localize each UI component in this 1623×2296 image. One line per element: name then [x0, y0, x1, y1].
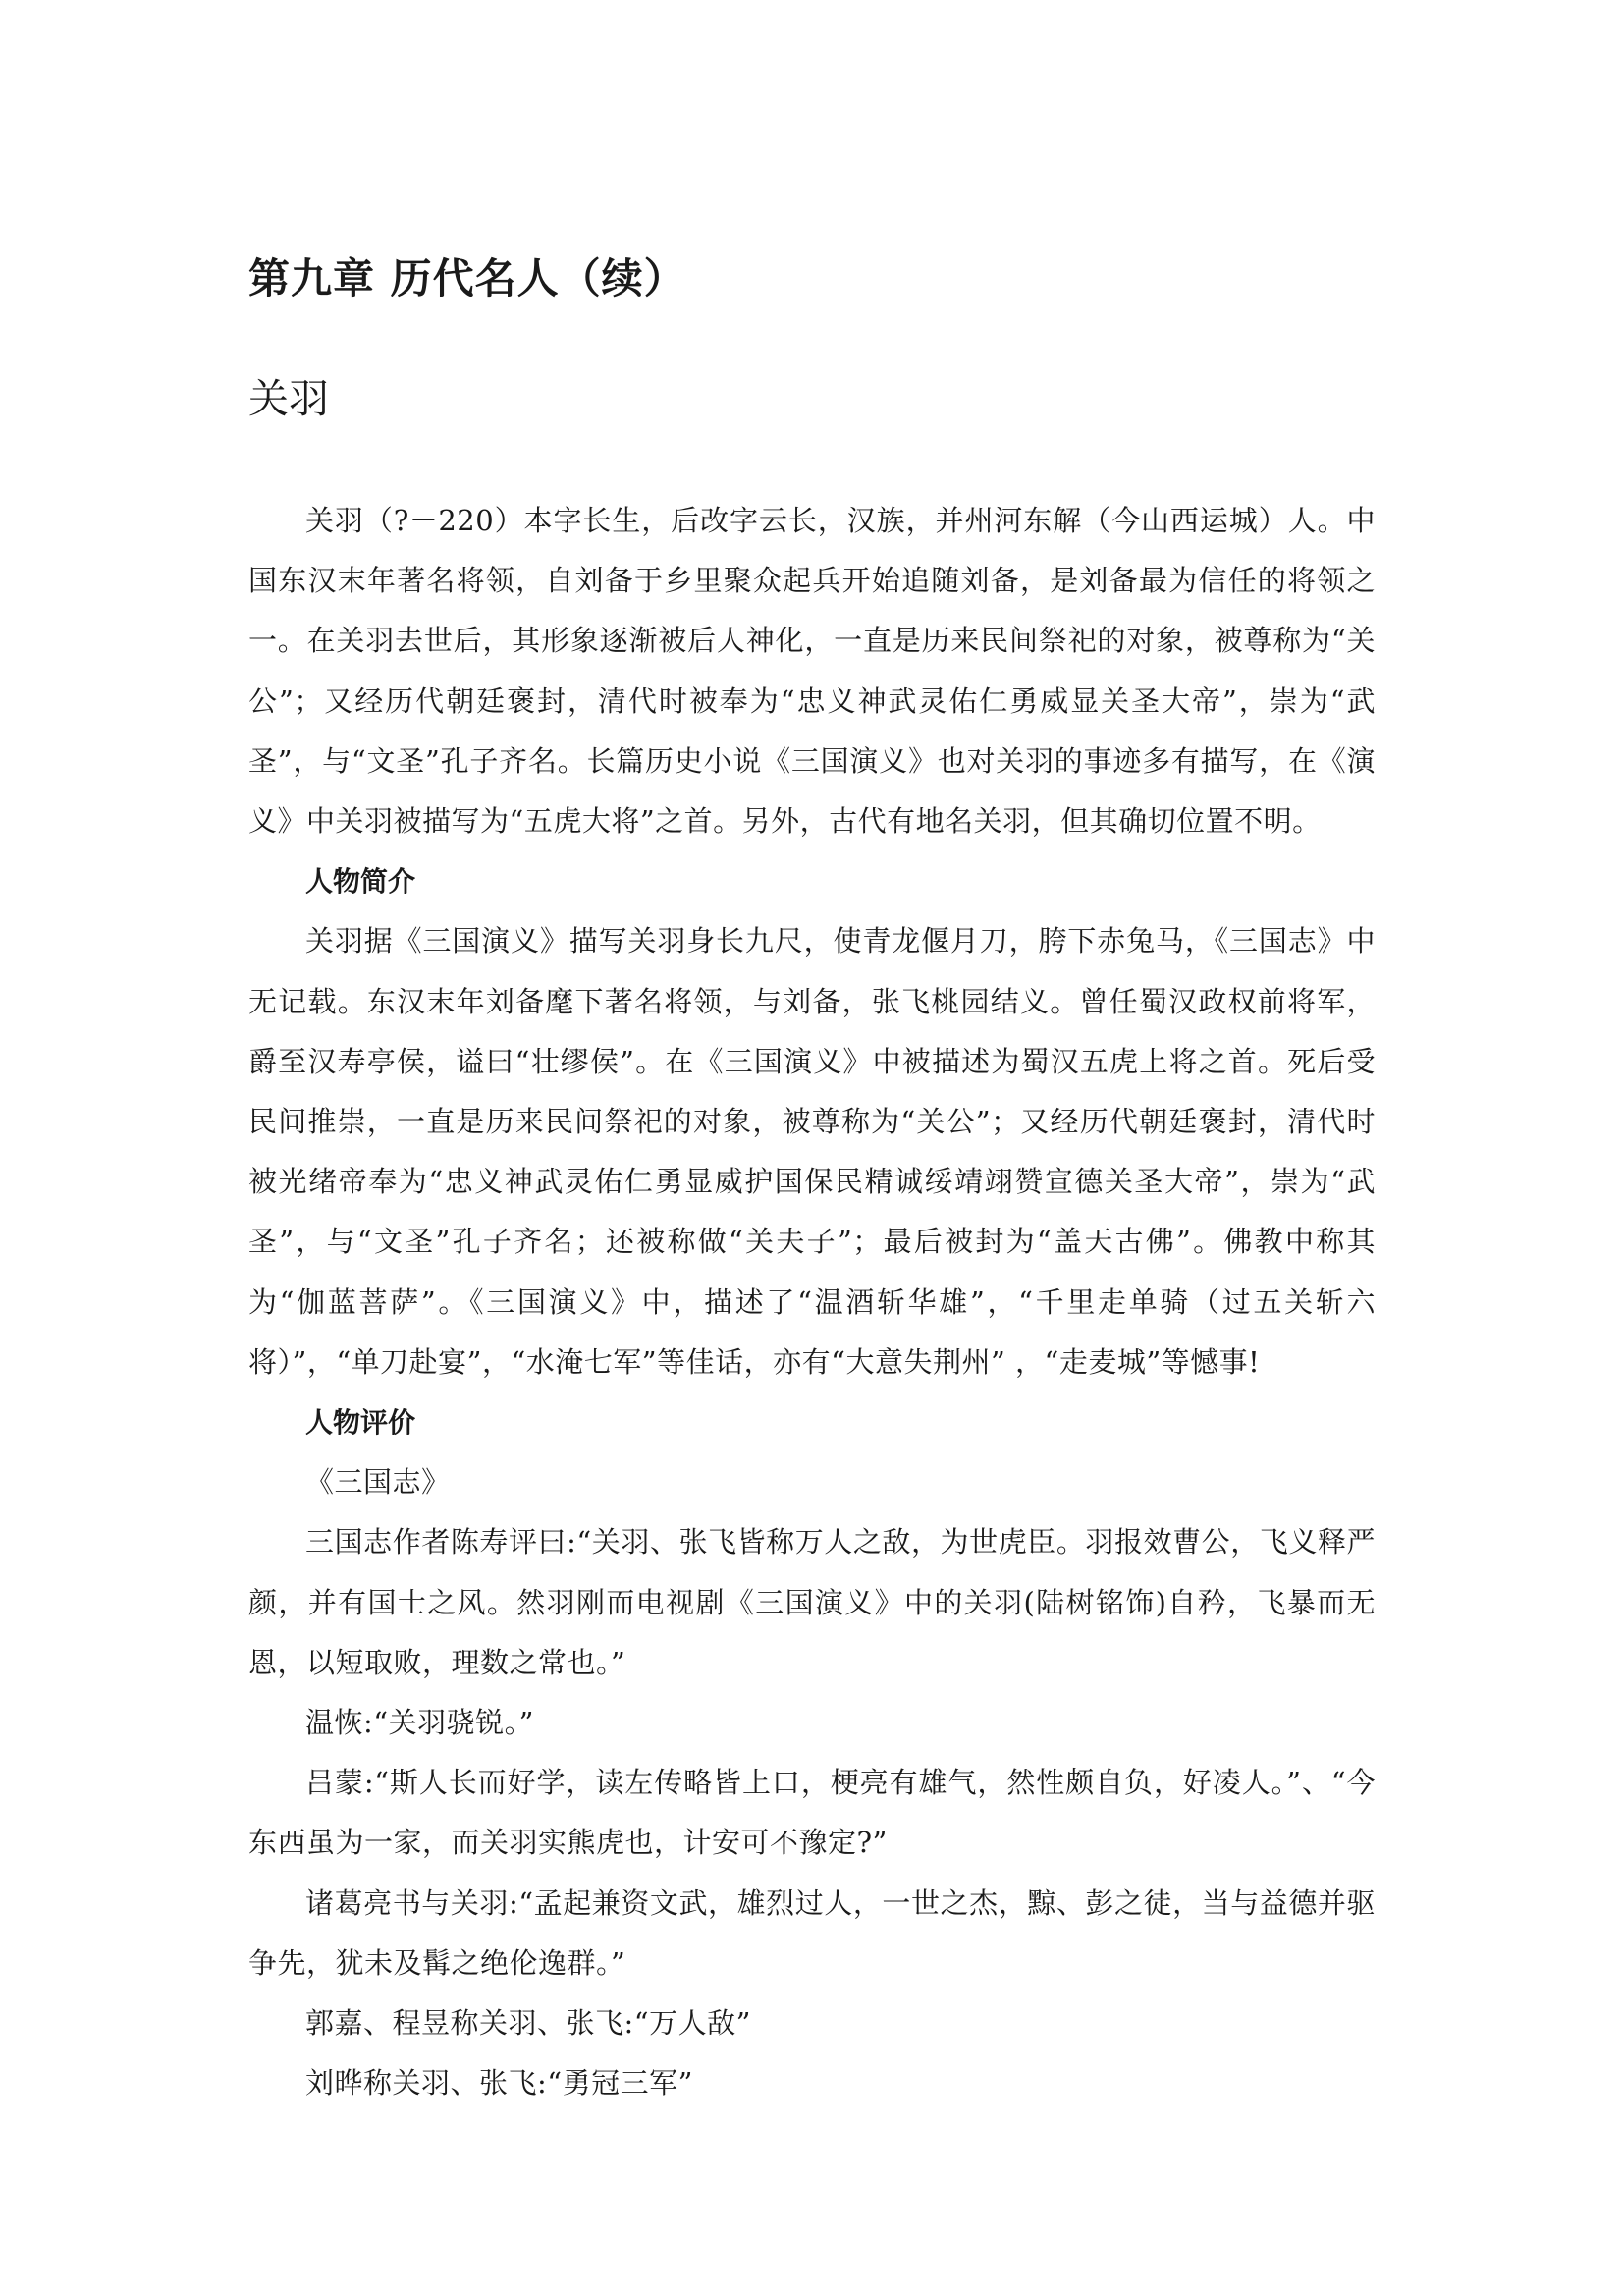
quote-liu-ye: 刘晔称关羽、张飞:“勇冠三军” [305, 2066, 693, 2101]
intro-paragraph: 关羽（?－220）本字长生，后改字云长，汉族，并州河东解（今山西运城）人。中国东汉末年著名将领，自刘备于乡里聚众起兵开始追随刘备，是刘备最为信任的将领之一。在关羽去世后，其形象逐渐被后人神化，一直是历来民间祭祀的对象，被尊称为“关公”；又经历代朝廷褒封，清代时被奉为“忠义神武灵佑仁勇威显关圣大帝”，崇为“武圣”，与“文圣”孔子齐名。长篇历史小说《三国演义》也对关羽的事迹多有描写，在《演义》中关羽被描写为“五虎大将”之首。另外，古代有地名关羽，但其确切位置不明。 [248, 504, 1376, 839]
evaluation-heading: 人物评价 [305, 1406, 416, 1440]
quote-chen-shou: 三国志作者陈寿评曰:“关羽、张飞皆称万人之敌，为世虎臣。羽报效曹公，飞义释严颜，并有国士之风。然羽刚而电视剧《三国演义》中的关羽(陆树铭饰)自矜，飞暴而无恩，以短取败，理数之常也。” [248, 1525, 1376, 1679]
body-text [248, 491, 1376, 2113]
profile-paragraph: 关羽据《三国演义》描写关羽身长九尺，使青龙偃月刀，胯下赤兔马，《三国志》中无记载。东汉末年刘备麾下著名将领，与刘备，张飞桃园结义。曾任蜀汉政权前将军，爵至汉寿亭侯，谥曰“壮缪侯”。在《三国演义》中被描述为蜀汉五虎上将之首。死后受民间推崇，一直是历来民间祭祀的对象，被尊称为“关公”；又经历代朝廷褒封，清代时被光绪帝奉为“忠义神武灵佑仁勇显威护国保民精诚绥靖翊赞宣德关圣大帝”，崇为“武圣”，与“文圣”孔子齐名；还被称做“关夫子”；最后被封为“盖天古佛”。佛教中称其为“伽蓝菩萨”。《三国演义》中，描述了“温酒斩华雄”，“千里走单骑（过五关斩六将）”，“单刀赴宴”，“水淹七军”等佳话，亦有“大意失荆州” ，“走麦城”等憾事! [248, 924, 1376, 1379]
quote-zhuge-liang: 诸葛亮书与关羽:“孟起兼资文武，雄烈过人，一世之杰，黥、彭之徒，当与益德并驱争先，犹未及髯之绝伦逸群。” [248, 1886, 1376, 1980]
profile-heading: 人物简介 [305, 865, 416, 899]
quote-wen-hui: 温恢:“关羽骁锐。” [305, 1706, 534, 1740]
evaluation-source: 《三国志》 [305, 1465, 451, 1500]
section-title: 关羽 [248, 375, 329, 422]
quote-lv-meng: 吕蒙:“斯人长而好学，读左传略皆上口，梗亮有雄气，然性颇自负，好凌人。”、“今东西虽为一家，而关羽实熊虎也，计安可不豫定?” [248, 1766, 1376, 1860]
quote-guo-jia-cheng-yu: 郭嘉、程昱称关羽、张飞:“万人敌” [305, 2006, 751, 2041]
chapter-title: 第九章 历代名人（续） [248, 254, 686, 302]
